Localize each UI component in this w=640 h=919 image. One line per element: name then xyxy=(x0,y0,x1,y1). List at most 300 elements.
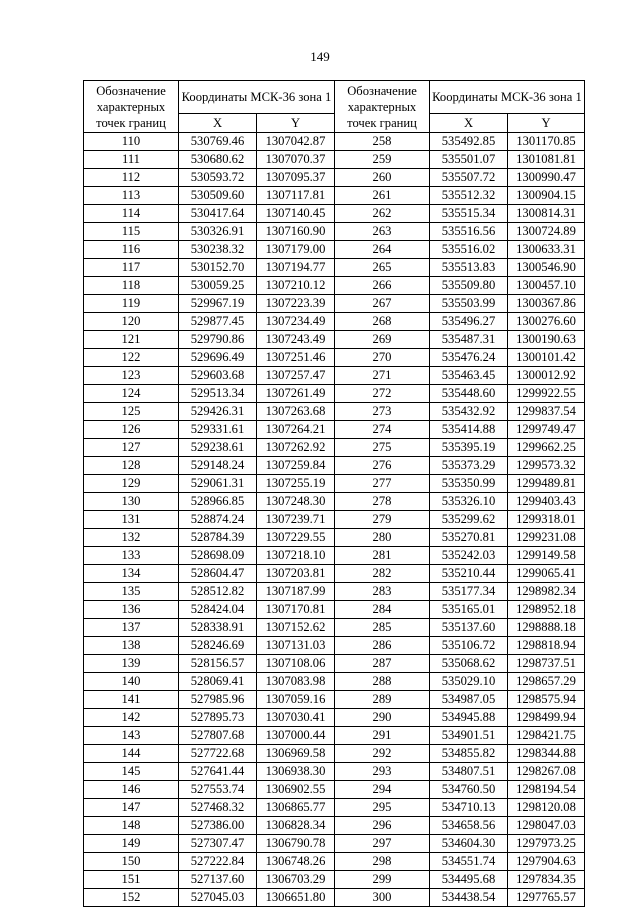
x-coordinate-left: 528338.91 xyxy=(179,619,257,637)
point-header-line: точек границ xyxy=(347,115,417,130)
x-coordinate-right: 534438.54 xyxy=(430,889,508,907)
x-coordinate-right: 534551.74 xyxy=(430,853,508,871)
y-coordinate-left: 1307210.12 xyxy=(257,277,335,295)
table-row xyxy=(84,205,585,223)
point-number-right: 262 xyxy=(335,205,430,223)
y-coordinate-left: 1306938.30 xyxy=(257,763,335,781)
x-coordinate-left: 530326.91 xyxy=(179,223,257,241)
x-coordinate-right: 535463.45 xyxy=(430,367,508,385)
x-coordinate-right: 535270.81 xyxy=(430,529,508,547)
y-coordinate-left: 1307070.37 xyxy=(257,151,335,169)
x-coordinate-right: 535496.27 xyxy=(430,313,508,331)
point-number-right: 261 xyxy=(335,187,430,205)
y-coordinate-right: 1300367.86 xyxy=(508,295,585,313)
point-number-right: 299 xyxy=(335,871,430,889)
y-coordinate-right: 1300457.10 xyxy=(508,277,585,295)
x-coordinate-left: 530059.25 xyxy=(179,277,257,295)
x-coordinate-left: 529790.86 xyxy=(179,331,257,349)
table-row xyxy=(84,367,585,385)
y-coordinate-right: 1299231.08 xyxy=(508,529,585,547)
y-coordinate-right: 1297834.35 xyxy=(508,871,585,889)
table-row xyxy=(84,853,585,871)
point-number-right: 268 xyxy=(335,313,430,331)
y-coordinate-right: 1301081.81 xyxy=(508,151,585,169)
x-coordinate-right: 535137.60 xyxy=(430,619,508,637)
table-row xyxy=(84,763,585,781)
point-number-left: 117 xyxy=(84,259,179,277)
point-number-right: 279 xyxy=(335,511,430,529)
y-coordinate-left: 1307187.99 xyxy=(257,583,335,601)
y-coordinate-left: 1306790.78 xyxy=(257,835,335,853)
y-coordinate-left: 1307229.55 xyxy=(257,529,335,547)
point-number-left: 143 xyxy=(84,727,179,745)
y-coordinate-right: 1300633.31 xyxy=(508,241,585,259)
x-coordinate-left: 527985.96 xyxy=(179,691,257,709)
point-header-line: Обозначение xyxy=(347,83,417,98)
y-coordinate-left: 1307257.47 xyxy=(257,367,335,385)
coords-header-line: Координаты МСК-36 xyxy=(432,90,546,104)
point-number-right: 280 xyxy=(335,529,430,547)
table-row xyxy=(84,529,585,547)
point-number-right: 273 xyxy=(335,403,430,421)
point-number-left: 150 xyxy=(84,853,179,871)
y-coordinate-left: 1307248.30 xyxy=(257,493,335,511)
x-coordinate-left: 528784.39 xyxy=(179,529,257,547)
y-coordinate-left: 1307030.41 xyxy=(257,709,335,727)
point-number-left: 137 xyxy=(84,619,179,637)
y-coordinate-left: 1307239.71 xyxy=(257,511,335,529)
x-coordinate-right: 534807.51 xyxy=(430,763,508,781)
x-coordinate-left: 529696.49 xyxy=(179,349,257,367)
x-coordinate-right: 534987.05 xyxy=(430,691,508,709)
y-coordinate-left: 1307108.06 xyxy=(257,655,335,673)
x-coordinate-left: 527222.84 xyxy=(179,853,257,871)
table-row xyxy=(84,457,585,475)
x-coordinate-left: 529061.31 xyxy=(179,475,257,493)
y-coordinate-left: 1307131.03 xyxy=(257,637,335,655)
table-row xyxy=(84,439,585,457)
x-coordinate-left: 528424.04 xyxy=(179,601,257,619)
x-coordinate-right: 535326.10 xyxy=(430,493,508,511)
x-coordinate-right: 535177.34 xyxy=(430,583,508,601)
x-coordinate-left: 529513.34 xyxy=(179,385,257,403)
y-header-left: Y xyxy=(257,114,335,133)
y-coordinate-right: 1301170.85 xyxy=(508,133,585,151)
y-coordinate-right: 1299065.41 xyxy=(508,565,585,583)
x-coordinate-left: 527307.47 xyxy=(179,835,257,853)
point-number-left: 132 xyxy=(84,529,179,547)
table-row xyxy=(84,511,585,529)
table-row xyxy=(84,583,585,601)
point-designation-header-left xyxy=(84,81,179,133)
point-number-right: 265 xyxy=(335,259,430,277)
y-coordinate-right: 1300276.60 xyxy=(508,313,585,331)
table-row xyxy=(84,817,585,835)
y-coordinate-right: 1300724.89 xyxy=(508,223,585,241)
x-coordinate-left: 529331.61 xyxy=(179,421,257,439)
point-number-right: 260 xyxy=(335,169,430,187)
x-coordinate-left: 528156.57 xyxy=(179,655,257,673)
x-coordinate-right: 535432.92 xyxy=(430,403,508,421)
y-coordinate-left: 1307160.90 xyxy=(257,223,335,241)
x-coordinate-left: 527895.73 xyxy=(179,709,257,727)
table-row xyxy=(84,565,585,583)
coordinates-header-right xyxy=(430,81,585,114)
point-number-right: 294 xyxy=(335,781,430,799)
y-coordinate-right: 1298575.94 xyxy=(508,691,585,709)
table-row xyxy=(84,799,585,817)
point-number-left: 149 xyxy=(84,835,179,853)
point-number-left: 123 xyxy=(84,367,179,385)
point-number-right: 290 xyxy=(335,709,430,727)
point-number-right: 288 xyxy=(335,673,430,691)
point-header-line: характерных xyxy=(347,99,417,114)
point-number-right: 300 xyxy=(335,889,430,907)
table-row xyxy=(84,493,585,511)
x-header-right: X xyxy=(430,114,508,133)
x-coordinate-left: 528069.41 xyxy=(179,673,257,691)
point-number-left: 130 xyxy=(84,493,179,511)
y-coordinate-right: 1299749.47 xyxy=(508,421,585,439)
point-number-right: 282 xyxy=(335,565,430,583)
table-row xyxy=(84,601,585,619)
point-number-left: 129 xyxy=(84,475,179,493)
x-coordinate-right: 534901.51 xyxy=(430,727,508,745)
table-row xyxy=(84,547,585,565)
y-coordinate-left: 1307170.81 xyxy=(257,601,335,619)
point-number-left: 151 xyxy=(84,871,179,889)
y-coordinate-left: 1306828.34 xyxy=(257,817,335,835)
point-number-left: 111 xyxy=(84,151,179,169)
y-coordinate-right: 1300904.15 xyxy=(508,187,585,205)
table-row xyxy=(84,151,585,169)
table-row xyxy=(84,871,585,889)
x-coordinate-left: 530509.60 xyxy=(179,187,257,205)
x-coordinate-right: 535509.80 xyxy=(430,277,508,295)
y-coordinate-right: 1299489.81 xyxy=(508,475,585,493)
y-coordinate-right: 1298657.29 xyxy=(508,673,585,691)
x-coordinate-right: 535068.62 xyxy=(430,655,508,673)
point-number-left: 136 xyxy=(84,601,179,619)
y-coordinate-left: 1307255.19 xyxy=(257,475,335,493)
x-coordinate-left: 528874.24 xyxy=(179,511,257,529)
x-coordinate-left: 530152.70 xyxy=(179,259,257,277)
x-coordinate-left: 528698.09 xyxy=(179,547,257,565)
table-row xyxy=(84,187,585,205)
x-coordinate-right: 534760.50 xyxy=(430,781,508,799)
y-coordinate-right: 1298737.51 xyxy=(508,655,585,673)
x-coordinate-right: 535299.62 xyxy=(430,511,508,529)
point-number-left: 147 xyxy=(84,799,179,817)
point-number-left: 122 xyxy=(84,349,179,367)
point-number-left: 127 xyxy=(84,439,179,457)
point-number-right: 287 xyxy=(335,655,430,673)
table-row xyxy=(84,331,585,349)
point-number-left: 141 xyxy=(84,691,179,709)
y-coordinate-right: 1298818.94 xyxy=(508,637,585,655)
table-row xyxy=(84,835,585,853)
x-header-left: X xyxy=(179,114,257,133)
x-coordinate-left: 527386.00 xyxy=(179,817,257,835)
table-row xyxy=(84,655,585,673)
table-row xyxy=(84,727,585,745)
y-coordinate-right: 1298120.08 xyxy=(508,799,585,817)
table-row xyxy=(84,619,585,637)
coords-header-line: зона 1 xyxy=(298,90,332,104)
x-coordinate-right: 535513.83 xyxy=(430,259,508,277)
y-coordinate-right: 1300012.92 xyxy=(508,367,585,385)
y-coordinate-left: 1306902.55 xyxy=(257,781,335,799)
point-number-left: 128 xyxy=(84,457,179,475)
y-coordinate-right: 1300546.90 xyxy=(508,259,585,277)
y-coordinate-left: 1307218.10 xyxy=(257,547,335,565)
y-coordinate-right: 1298421.75 xyxy=(508,727,585,745)
x-coordinate-right: 535516.02 xyxy=(430,241,508,259)
y-coordinate-left: 1307083.98 xyxy=(257,673,335,691)
y-coordinate-left: 1307000.44 xyxy=(257,727,335,745)
point-designation-header-right xyxy=(335,81,430,133)
x-coordinate-left: 529426.31 xyxy=(179,403,257,421)
table-row xyxy=(84,349,585,367)
table-row xyxy=(84,709,585,727)
x-coordinate-right: 535350.99 xyxy=(430,475,508,493)
y-coordinate-right: 1298267.08 xyxy=(508,763,585,781)
table-row xyxy=(84,223,585,241)
x-coordinate-left: 527722.68 xyxy=(179,745,257,763)
point-header-line: характерных xyxy=(96,99,166,114)
y-coordinate-left: 1307095.37 xyxy=(257,169,335,187)
x-coordinate-right: 535395.19 xyxy=(430,439,508,457)
table-row xyxy=(84,889,585,907)
page-number: 149 xyxy=(310,49,330,64)
y-coordinate-left: 1307152.62 xyxy=(257,619,335,637)
x-coordinate-right: 535515.34 xyxy=(430,205,508,223)
y-coordinate-left: 1307203.81 xyxy=(257,565,335,583)
y-coordinate-right: 1299573.32 xyxy=(508,457,585,475)
y-coordinate-left: 1307262.92 xyxy=(257,439,335,457)
table-row xyxy=(84,475,585,493)
y-coordinate-right: 1300814.31 xyxy=(508,205,585,223)
x-coordinate-right: 534945.88 xyxy=(430,709,508,727)
table-row xyxy=(84,385,585,403)
point-header-line: Обозначение xyxy=(96,83,166,98)
point-number-right: 283 xyxy=(335,583,430,601)
table-row xyxy=(84,745,585,763)
table-row xyxy=(84,295,585,313)
y-coordinate-left: 1307261.49 xyxy=(257,385,335,403)
point-number-right: 274 xyxy=(335,421,430,439)
y-coordinate-right: 1300190.63 xyxy=(508,331,585,349)
table-row xyxy=(84,313,585,331)
x-coordinate-right: 535165.01 xyxy=(430,601,508,619)
y-coordinate-left: 1307194.77 xyxy=(257,259,335,277)
point-number-right: 296 xyxy=(335,817,430,835)
point-number-left: 146 xyxy=(84,781,179,799)
table-row xyxy=(84,421,585,439)
table-row xyxy=(84,691,585,709)
point-number-right: 258 xyxy=(335,133,430,151)
y-coordinate-right: 1299922.55 xyxy=(508,385,585,403)
y-coordinate-left: 1307042.87 xyxy=(257,133,335,151)
x-coordinate-left: 530769.46 xyxy=(179,133,257,151)
point-number-left: 131 xyxy=(84,511,179,529)
point-number-right: 286 xyxy=(335,637,430,655)
table-body xyxy=(84,133,585,907)
header-row-1 xyxy=(84,81,585,114)
x-coordinate-right: 535476.24 xyxy=(430,349,508,367)
y-coordinate-right: 1298499.94 xyxy=(508,709,585,727)
x-coordinate-left: 530593.72 xyxy=(179,169,257,187)
point-number-right: 269 xyxy=(335,331,430,349)
y-coordinate-right: 1298888.18 xyxy=(508,619,585,637)
coordinates-header-left xyxy=(179,81,335,114)
x-coordinate-left: 527045.03 xyxy=(179,889,257,907)
x-coordinate-right: 534658.56 xyxy=(430,817,508,835)
table-row xyxy=(84,781,585,799)
y-coordinate-left: 1307179.00 xyxy=(257,241,335,259)
x-coordinate-left: 530238.32 xyxy=(179,241,257,259)
y-coordinate-right: 1298952.18 xyxy=(508,601,585,619)
y-coordinate-left: 1307117.81 xyxy=(257,187,335,205)
point-number-right: 272 xyxy=(335,385,430,403)
x-coordinate-left: 530417.64 xyxy=(179,205,257,223)
y-coordinate-left: 1306865.77 xyxy=(257,799,335,817)
y-coordinate-right: 1299149.58 xyxy=(508,547,585,565)
x-coordinate-right: 535487.31 xyxy=(430,331,508,349)
y-coordinate-right: 1298344.88 xyxy=(508,745,585,763)
x-coordinate-right: 535029.10 xyxy=(430,673,508,691)
table-row xyxy=(84,403,585,421)
y-coordinate-right: 1297973.25 xyxy=(508,835,585,853)
point-number-right: 292 xyxy=(335,745,430,763)
point-number-right: 284 xyxy=(335,601,430,619)
y-coordinate-left: 1307243.49 xyxy=(257,331,335,349)
point-number-left: 140 xyxy=(84,673,179,691)
y-coordinate-right: 1299662.25 xyxy=(508,439,585,457)
point-number-left: 125 xyxy=(84,403,179,421)
table-row xyxy=(84,169,585,187)
y-coordinate-right: 1299837.54 xyxy=(508,403,585,421)
point-number-right: 293 xyxy=(335,763,430,781)
x-coordinate-left: 527641.44 xyxy=(179,763,257,781)
point-number-left: 120 xyxy=(84,313,179,331)
y-coordinate-right: 1300101.42 xyxy=(508,349,585,367)
point-number-left: 119 xyxy=(84,295,179,313)
point-number-right: 270 xyxy=(335,349,430,367)
x-coordinate-left: 528246.69 xyxy=(179,637,257,655)
table-row xyxy=(84,259,585,277)
y-coordinate-right: 1299403.43 xyxy=(508,493,585,511)
y-coordinate-left: 1306748.26 xyxy=(257,853,335,871)
x-coordinate-right: 535242.03 xyxy=(430,547,508,565)
x-coordinate-right: 535414.88 xyxy=(430,421,508,439)
point-number-right: 277 xyxy=(335,475,430,493)
y-coordinate-left: 1307251.46 xyxy=(257,349,335,367)
point-number-right: 276 xyxy=(335,457,430,475)
table-row xyxy=(84,277,585,295)
point-number-right: 278 xyxy=(335,493,430,511)
y-coordinate-left: 1307259.84 xyxy=(257,457,335,475)
coordinates-table xyxy=(83,80,585,907)
point-number-left: 113 xyxy=(84,187,179,205)
point-number-right: 289 xyxy=(335,691,430,709)
point-number-left: 114 xyxy=(84,205,179,223)
point-number-left: 134 xyxy=(84,565,179,583)
x-coordinate-right: 535503.99 xyxy=(430,295,508,313)
point-number-right: 285 xyxy=(335,619,430,637)
point-number-right: 267 xyxy=(335,295,430,313)
point-number-left: 142 xyxy=(84,709,179,727)
x-coordinate-left: 527137.60 xyxy=(179,871,257,889)
y-coordinate-left: 1306969.58 xyxy=(257,745,335,763)
point-header-line: точек границ xyxy=(96,115,166,130)
point-number-left: 110 xyxy=(84,133,179,151)
x-coordinate-left: 529967.19 xyxy=(179,295,257,313)
x-coordinate-left: 529238.61 xyxy=(179,439,257,457)
x-coordinate-right: 535507.72 xyxy=(430,169,508,187)
x-coordinate-left: 528966.85 xyxy=(179,493,257,511)
point-number-left: 152 xyxy=(84,889,179,907)
y-header-right: Y xyxy=(508,114,585,133)
y-coordinate-right: 1298982.34 xyxy=(508,583,585,601)
x-coordinate-right: 535106.72 xyxy=(430,637,508,655)
y-coordinate-left: 1306703.29 xyxy=(257,871,335,889)
x-coordinate-right: 534855.82 xyxy=(430,745,508,763)
x-coordinate-right: 535373.29 xyxy=(430,457,508,475)
y-coordinate-right: 1300990.47 xyxy=(508,169,585,187)
y-coordinate-right: 1299318.01 xyxy=(508,511,585,529)
coords-header-line: зона 1 xyxy=(548,90,582,104)
x-coordinate-left: 527468.32 xyxy=(179,799,257,817)
x-coordinate-right: 535448.60 xyxy=(430,385,508,403)
point-number-left: 144 xyxy=(84,745,179,763)
point-number-left: 126 xyxy=(84,421,179,439)
x-coordinate-left: 528604.47 xyxy=(179,565,257,583)
table-row xyxy=(84,241,585,259)
x-coordinate-left: 527553.74 xyxy=(179,781,257,799)
y-coordinate-right: 1298047.03 xyxy=(508,817,585,835)
point-number-right: 271 xyxy=(335,367,430,385)
y-coordinate-left: 1307140.45 xyxy=(257,205,335,223)
point-number-right: 264 xyxy=(335,241,430,259)
point-number-left: 112 xyxy=(84,169,179,187)
point-number-left: 139 xyxy=(84,655,179,673)
point-number-left: 135 xyxy=(84,583,179,601)
x-coordinate-left: 528512.82 xyxy=(179,583,257,601)
point-number-left: 148 xyxy=(84,817,179,835)
point-number-left: 138 xyxy=(84,637,179,655)
x-coordinate-right: 534604.30 xyxy=(430,835,508,853)
x-coordinate-left: 529877.45 xyxy=(179,313,257,331)
point-number-left: 118 xyxy=(84,277,179,295)
point-number-right: 291 xyxy=(335,727,430,745)
point-number-right: 297 xyxy=(335,835,430,853)
y-coordinate-left: 1306651.80 xyxy=(257,889,335,907)
point-number-left: 145 xyxy=(84,763,179,781)
x-coordinate-right: 534710.13 xyxy=(430,799,508,817)
x-coordinate-left: 529148.24 xyxy=(179,457,257,475)
x-coordinate-left: 527807.68 xyxy=(179,727,257,745)
point-number-right: 259 xyxy=(335,151,430,169)
point-number-right: 298 xyxy=(335,853,430,871)
point-number-left: 121 xyxy=(84,331,179,349)
point-number-left: 116 xyxy=(84,241,179,259)
y-coordinate-right: 1297904.63 xyxy=(508,853,585,871)
point-number-right: 266 xyxy=(335,277,430,295)
y-coordinate-left: 1307234.49 xyxy=(257,313,335,331)
x-coordinate-right: 535516.56 xyxy=(430,223,508,241)
y-coordinate-right: 1297765.57 xyxy=(508,889,585,907)
